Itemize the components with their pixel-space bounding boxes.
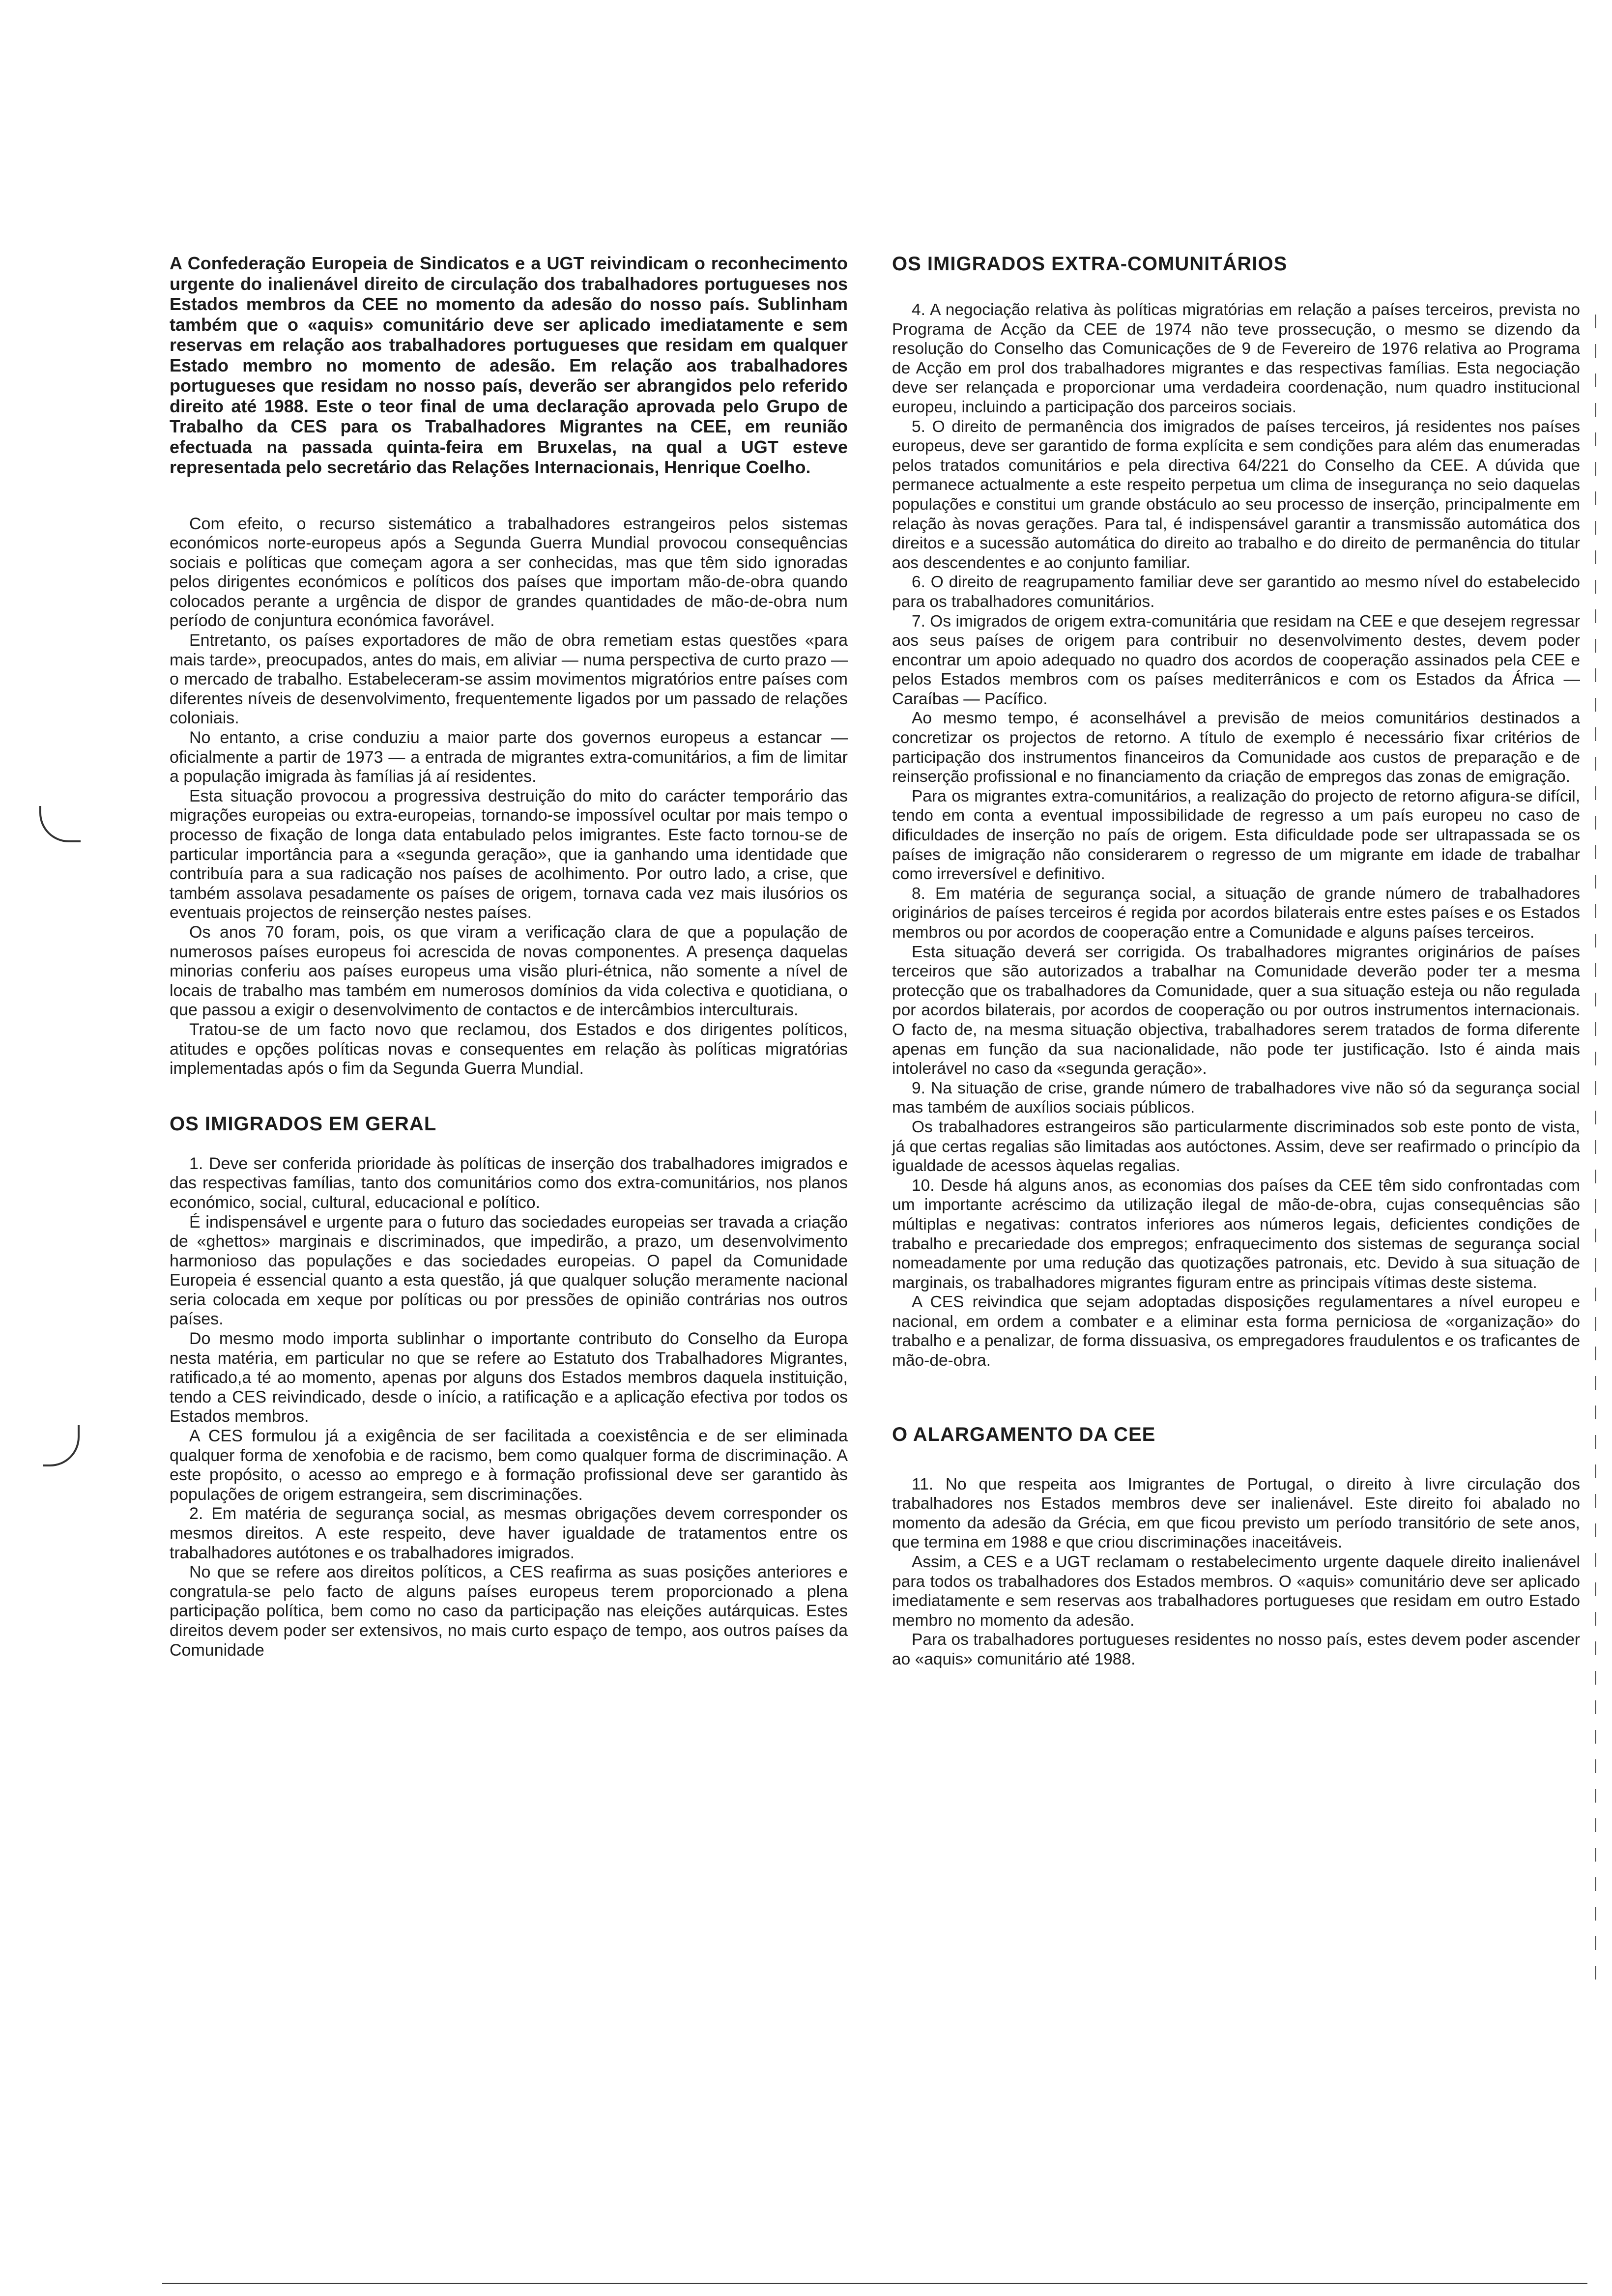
body-paragraph: Tratou-se de um facto novo que reclamou, dos Estados e dos dirigentes políticos, atitudes e opções políticas novas e consequentes em relação às políticas migratórias implementadas após o fim da Segunda Guerra Mundial. xyxy=(170,1020,848,1078)
body-paragraph: 10. Desde há alguns anos, as economias dos países da CEE têm sido confrontadas com um importante acréscimo da utilização ilegal de mão-de-obra, cujas consequências são múltiplas e negativas: contratos inferiores aos números legais, deficientes condições de trabalho e precariedade dos empregos; enfraquecimento dos sistemas de segurança social nomeadamente por uma redução das quotizações patronais, etc. Devido à sua situação de marginais, os trabalhadores migrantes figuram entre as principais vítimas deste sistema. xyxy=(892,1176,1580,1292)
body-paragraph: É indispensável e urgente para o futuro das sociedades europeias ser travada a criação de «ghettos» marginais e discriminados, que impedirão, a prazo, um desenvolvimento harmonioso das populações e das sociedades europeias. O papel da Comunidade Europeia é essencial quanto a esta questão, já que qualquer solução meramente nacional seria colocada em xeque por políticas ou por pressões de opinião contrárias nos outros países. xyxy=(170,1212,848,1329)
body-paragraph: A CES formulou já a exigência de ser facilitada a coexistência e de ser eliminada qualquer forma de xenofobia e de racismo, bem como qualquer forma de discriminação. A este propósito, o acesso ao emprego e à formação profissional deve ser garantido às populações de origem estrangeira, sem discriminações. xyxy=(170,1427,848,1504)
body-paragraph: Com efeito, o recurso sistemático a trabalhadores estrangeiros pelos sistemas económicos norte-europeus após a Segunda Guerra Mundial provocou consequências sociais e políticas que começam agora a ser conhecidas, mas que têm sido ignoradas pelos dirigentes económicos e políticos dos países que importam mão-de-obra quando colocados perante a urgência de dispor de grandes quantidades de mão-de-obra num período de conjuntura económica favorável. xyxy=(170,514,848,631)
body-paragraph: 2. Em matéria de segurança social, as mesmas obrigações devem corresponder os mesmos direitos. A este respeito, deve haver igualdade de tratamentos entre os trabalhadores autótones e os trabalhadores imigrados. xyxy=(170,1504,848,1562)
body-paragraph: 4. A negociação relativa às políticas migratórias em relação a países terceiros, prevista no Programa de Acção da CEE de 1974 não teve prossecução, o mesmo se dizendo da resolução do Conselho das Comunicações de 9 de Fevereiro de 1976 relativa ao Programa de Acção em prol dos trabalhadores migrantes e das respectivas famílias. Esta negociação deve ser relançada e proporcionar uma verdadeira coordenação, num quadro institucional europeu, incluindo a participação dos parceiros sociais. xyxy=(892,301,1580,416)
body-paragraph: Para os migrantes extra-comunitários, a realização do projecto de retorno afigura-se difícil, tendo em conta a eventual impossibilidade de regresso a um país europeu no caso de dificuldades de inserção no país de origem. Esta dificuldade pode ser ultrapassada se os países de imigração não considerarem o regresso de um migrante em idade de trabalhar como irreversível e definitivo. xyxy=(892,787,1580,884)
body-paragraph: 1. Deve ser conferida prioridade às políticas de inserção dos trabalhadores imigrados e das respectivas famílias, tanto dos comunitários como dos extra-comunitários, nos planos económico, social, cultural, educacional e político. xyxy=(170,1154,848,1212)
body-paragraph: Entretanto, os países exportadores de mão de obra remetiam estas questões «para mais tarde», preocupados, antes do mais, em aliviar — numa perspectiva de curto prazo — o mercado de trabalho. Estabeleceram-se assim movimentos migratórios entre países com diferentes níveis de desenvolvimento, frequentemente ligados por um passado de relações coloniais. xyxy=(170,631,848,728)
body-paragraph: Assim, a CES e a UGT reclamam o restabelecimento urgente daquele direito inalienável para todos os trabalhadores dos Estados membros. O «aquis» comunitário deve ser aplicado imediatamente e sem reservas aos trabalhadores portugueses que residam em outro Estado membro no momento da adesão. xyxy=(892,1553,1580,1630)
margin-mark-top xyxy=(39,806,81,842)
body-paragraph: Ao mesmo tempo, é aconselhável a previsão de meios comunitários destinados a concretizar os projectos de retorno. A título de exemplo é necessário fixar critérios de participação dos instrumentos financeiros da Comunidade aos custos de preparação e de reinserção profissional e no financiamento da criação de empregos das zonas de emigração. xyxy=(892,709,1580,786)
section-heading-extra: OS IMIGRADOS EXTRA-COMUNITÁRIOS xyxy=(892,253,1288,275)
left-column xyxy=(170,253,848,1660)
body-paragraph: Esta situação deverá ser corrigida. Os trabalhadores migrantes originários de países terceiros que são autorizados a trabalhar na Comunidade deverão poder ter a mesma protecção que os trabalhadores da Comunidade, quer a sua situação esteja ou não regulada por acordos bilaterais, por acordos de cooperação ou por outros instrumentos internacionais. O facto de, na mesma situação objectiva, trabalhadores serem tratados de forma diferente apenas em função da sua nacionalidade, não pode ter justificação. Isto é ainda mais intolerável no caso da «segunda geração». xyxy=(892,943,1580,1078)
body-paragraph: Esta situação provocou a progressiva destruição do mito do carácter temporário das migrações europeias ou extra-europeias, tornando-se impossível ocultar por mais tempo o processo de fixação de longa data entabulado pelos imigrantes. Este facto tornou-se de particular importância para a «segunda geração», que ia ganhando uma identidade que contribuía para a sua radicação nos países de acolhimento. Por outro lado, a crise, que também assolava pesadamente os países de origem, tornava cada vez mais ilusórios os eventuais projectos de reinserção nestes países. xyxy=(170,786,848,922)
lead-paragraph: A Confederação Europeia de Sindicatos e a UGT reivindicam o reconhecimento urgente do inalienável direito de circulação dos trabalhadores portugueses nos Estados membros da CEE no momento da adesão do nosso país. Sublinham também que o «aquis» comunitário deve ser aplicado imediatamente e sem reservas em relação aos trabalhadores portugueses que residam em qualquer Estado membro no momento de adesão. Em relação aos trabalhadores portugueses que residam no nosso país, deverão ser abrangidos pelo referido direito até 1988. Este o teor final de uma declaração aprovada pelo Grupo de Trabalho da CES para os Trabalhadores Migrantes na CEE, em reunião efectuada na passada quinta-feira em Bruxelas, na qual a UGT esteve representada pelo secretário das Relações Internacionais, Henrique Coelho. xyxy=(170,253,848,477)
body-paragraph: No entanto, a crise conduziu a maior parte dos governos europeus a estancar — oficialmente a partir de 1973 — a entrada de migrantes extra-comunitários, a fim de limitar a população imigrada às famílias já aí residentes. xyxy=(170,728,848,786)
body-paragraph: 11. No que respeita aos Imigrantes de Portugal, o direito à livre circulação dos trabalhadores nos Estados membros deve ser inalienável. Este direito foi abalado no momento da adesão da Grécia, em que ficou previsto um período transitório de sete anos, que termina em 1988 e que criou discriminações inaceitáveis. xyxy=(892,1475,1580,1552)
body-paragraph: 9. Na situação de crise, grande número de trabalhadores vive não só da segurança social mas também de auxílios sociais públicos. xyxy=(892,1079,1580,1117)
section-heading-enlargement: O ALARGAMENTO DA CEE xyxy=(892,1423,1156,1445)
body-paragraph: 5. O direito de permanência dos imigrados de países terceiros, já residentes nos países europeus, deve ser garantido de forma explícita e sem condições para além das enumeradas pelos tratados comunitários e pela directiva 64/221 do Conselho da CEE. A dúvida que permanece actualmente a este respeito perpetua um clima de insegurança no seio daquelas populações e constitui um grande obstáculo ao seu processo de inserção, principalmente em relação às novas gerações. Para tal, é indispensável garantir a transmissão automática dos direitos e a sucessão automática do direito ao trabalho e do direito de permanência do titular aos descendentes e ao conjunto familiar. xyxy=(892,417,1580,572)
margin-mark-bottom xyxy=(43,1425,80,1466)
body-paragraph: A CES reivindica que sejam adoptadas disposições regulamentares a nível europeu e nacional, em ordem a combater e a eliminar esta forma perniciosa de «organização» do trabalho e a penalizar, de forma dissuasiva, os empregadores fraudulentos e os traficantes de mão-de-obra. xyxy=(892,1293,1580,1370)
body-paragraph: Do mesmo modo importa sublinhar o importante contributo do Conselho da Europa nesta matéria, em particular no que se refere ao Estatuto dos Trabalhadores Migrantes, ratificado,a té ao momento, apenas por alguns dos Estados membros daquela instituição, tendo a CES reivindicado, desde o início, a ratificação e a aplicação efectiva por todos os Estados membros. xyxy=(170,1329,848,1426)
body-paragraph: Para os trabalhadores portugueses residentes no nosso país, estes devem poder ascender ao «aquis» comunitário até 1988. xyxy=(892,1631,1580,1668)
bottom-rule xyxy=(162,2283,1587,2284)
body-paragraph: Os trabalhadores estrangeiros são particularmente discriminados sob este ponto de vista, já que certas regalias são limitadas aos autóctones. Assim, deve ser reafirmado o princípio da igualdade de acessos àquelas regalias. xyxy=(892,1118,1580,1176)
body-paragraph: 6. O direito de reagrupamento familiar deve ser garantido ao mesmo nível do estabelecido para os trabalhadores comunitários. xyxy=(892,573,1580,611)
right-edge-rule xyxy=(1595,315,1596,1985)
section-heading-general: OS IMIGRADOS EM GERAL xyxy=(170,1113,437,1135)
body-paragraph: 7. Os imigrados de origem extra-comunitária que residam na CEE e que desejem regressar aos seus países de origem para contribuir no desenvolvimento destes, devem poder encontrar um apoio adequado no quadro dos acordos de cooperação assinados pela CEE e pelos Estados membros com os países mediterrânicos e com os Estados da África — Caraíbas — Pacífico. xyxy=(892,612,1580,708)
body-paragraph: No que se refere aos direitos políticos, a CES reafirma as suas posições anteriores e congratula-se pelo facto de alguns países europeus terem proporcionado a plena participação política, bem como no caso da participação nas eleições autárquicas. Estes direitos devem poder ser extensivos, no mais curto espaço de tempo, aos outros países da Comunidade xyxy=(170,1563,848,1660)
body-paragraph: 8. Em matéria de segurança social, a situação de grande número de trabalhadores originários de países terceiros é regida por acordos bilaterais entre estes países e os Estados membros ou por acordos de cooperação entre a Comunidade e alguns países terceiros. xyxy=(892,884,1580,942)
body-paragraph: Os anos 70 foram, pois, os que viram a verificação clara de que a população de numerosos países europeus foi acrescida de novas componentes. A presença daquelas minorias conferiu aos países europeus uma visão pluri-étnica, não somente a nível de locais de trabalho mas também em numerosos domínios da vida colectiva e quotidiana, o que passou a exigir o desenvolvimento de contactos e de intercâmbios interculturais. xyxy=(170,922,848,1020)
right-column xyxy=(892,253,1580,1669)
